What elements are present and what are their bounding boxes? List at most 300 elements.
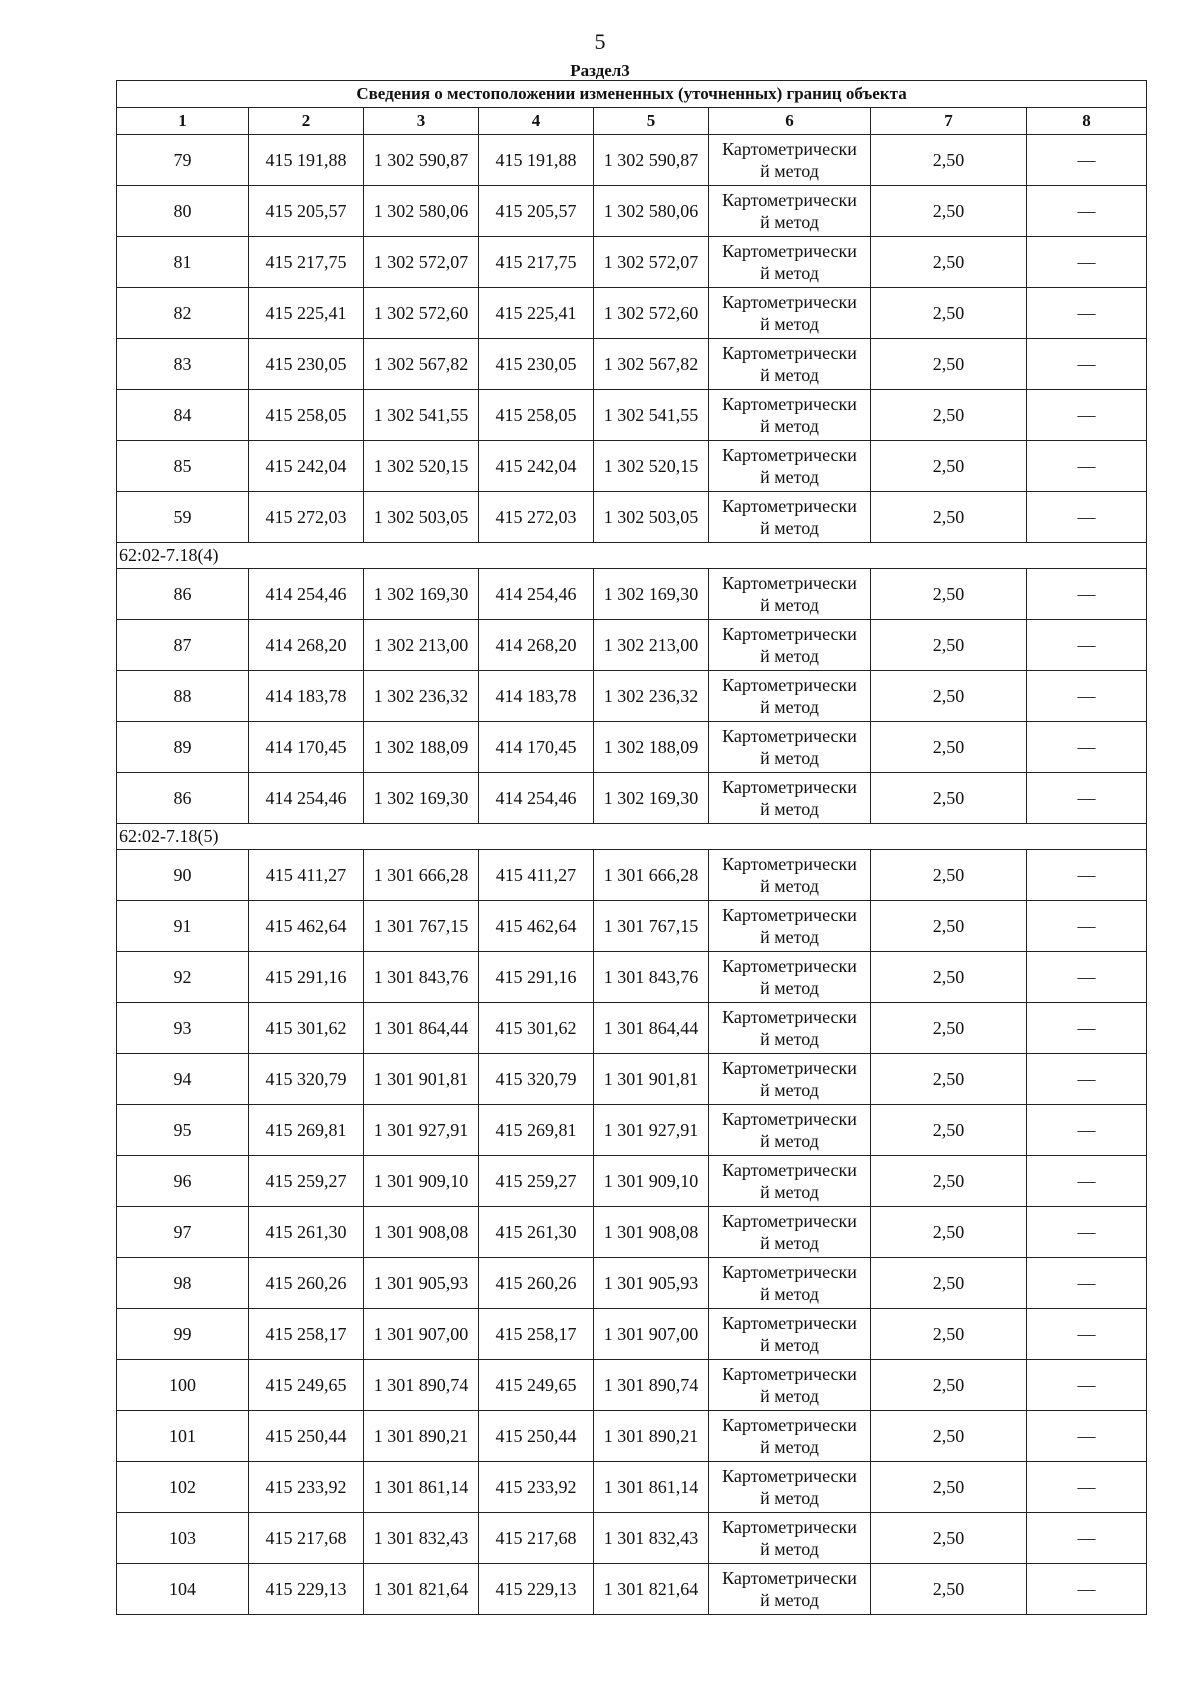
existing-y-cell: 1 301 821,64 [364, 1564, 479, 1615]
method-text-line-1: Картометрически [722, 139, 857, 159]
existing-y-cell: 1 301 890,74 [364, 1360, 479, 1411]
updated-y-cell: 1 301 908,08 [594, 1207, 709, 1258]
method-text-line-1: Картометрически [722, 624, 857, 644]
method-text-line-1: Картометрически [722, 241, 857, 261]
existing-y-cell: 1 301 890,21 [364, 1411, 479, 1462]
method-cell [709, 850, 871, 901]
existing-x-cell: 414 170,45 [249, 722, 364, 773]
updated-y-cell: 1 302 590,87 [594, 135, 709, 186]
column-number: 2 [249, 108, 364, 135]
accuracy-cell: 2,50 [871, 339, 1027, 390]
method-cell [709, 441, 871, 492]
method-text-line-1: Картометрически [722, 1313, 857, 1333]
method-text-line-1: Картометрически [722, 573, 857, 593]
accuracy-cell: 2,50 [871, 1360, 1027, 1411]
method-text-line-1: Картометрически [722, 343, 857, 363]
method-text-line-1: Картометрически [722, 1364, 857, 1384]
accuracy-cell: 2,50 [871, 1258, 1027, 1309]
description-cell: — [1027, 620, 1147, 671]
updated-x-cell: 414 268,20 [479, 620, 594, 671]
method-text-line-2: й метод [760, 518, 819, 538]
method-text-line-2: й метод [760, 1437, 819, 1457]
updated-y-cell: 1 301 927,91 [594, 1105, 709, 1156]
method-cell [709, 671, 871, 722]
existing-y-cell: 1 302 503,05 [364, 492, 479, 543]
updated-x-cell: 414 254,46 [479, 569, 594, 620]
updated-y-cell: 1 301 909,10 [594, 1156, 709, 1207]
method-text-line-1: Картометрически [722, 777, 857, 797]
description-cell: — [1027, 569, 1147, 620]
updated-x-cell: 415 301,62 [479, 1003, 594, 1054]
existing-x-cell: 415 242,04 [249, 441, 364, 492]
accuracy-cell: 2,50 [871, 390, 1027, 441]
existing-x-cell: 415 411,27 [249, 850, 364, 901]
table-row [117, 569, 1147, 620]
table-row [117, 671, 1147, 722]
accuracy-cell: 2,50 [871, 186, 1027, 237]
point-number-cell: 103 [117, 1513, 249, 1564]
accuracy-cell: 2,50 [871, 135, 1027, 186]
description-cell: — [1027, 1003, 1147, 1054]
description-cell: — [1027, 722, 1147, 773]
updated-y-cell: 1 301 832,43 [594, 1513, 709, 1564]
method-text-line-1: Картометрически [722, 956, 857, 976]
point-number-cell: 94 [117, 1054, 249, 1105]
method-cell [709, 1462, 871, 1513]
updated-x-cell: 415 233,92 [479, 1462, 594, 1513]
updated-y-cell: 1 301 767,15 [594, 901, 709, 952]
method-cell [709, 1003, 871, 1054]
point-number-cell: 88 [117, 671, 249, 722]
point-number-cell: 97 [117, 1207, 249, 1258]
accuracy-cell: 2,50 [871, 1309, 1027, 1360]
description-cell: — [1027, 288, 1147, 339]
existing-x-cell: 415 217,68 [249, 1513, 364, 1564]
table-row [117, 1003, 1147, 1054]
method-text-line-1: Картометрически [722, 445, 857, 465]
column-number: 6 [709, 108, 871, 135]
method-text-line-1: Картометрически [722, 1007, 857, 1027]
method-cell [709, 1411, 871, 1462]
point-number-cell: 84 [117, 390, 249, 441]
point-number-cell: 91 [117, 901, 249, 952]
method-text-line-2: й метод [760, 161, 819, 181]
accuracy-cell: 2,50 [871, 1003, 1027, 1054]
existing-x-cell: 415 249,65 [249, 1360, 364, 1411]
point-number-cell: 59 [117, 492, 249, 543]
existing-y-cell: 1 301 832,43 [364, 1513, 479, 1564]
updated-y-cell: 1 302 503,05 [594, 492, 709, 543]
accuracy-cell: 2,50 [871, 237, 1027, 288]
method-text-line-1: Картометрически [722, 1415, 857, 1435]
method-text-line-2: й метод [760, 1335, 819, 1355]
existing-x-cell: 415 272,03 [249, 492, 364, 543]
existing-y-cell: 1 302 572,07 [364, 237, 479, 288]
updated-y-cell: 1 302 541,55 [594, 390, 709, 441]
accuracy-cell: 2,50 [871, 288, 1027, 339]
method-text-line-2: й метод [760, 927, 819, 947]
accuracy-cell: 2,50 [871, 1513, 1027, 1564]
method-cell [709, 1360, 871, 1411]
table-row [117, 952, 1147, 1003]
existing-x-cell: 415 225,41 [249, 288, 364, 339]
method-cell [709, 1105, 871, 1156]
existing-x-cell: 415 320,79 [249, 1054, 364, 1105]
existing-y-cell: 1 301 909,10 [364, 1156, 479, 1207]
updated-x-cell: 415 258,17 [479, 1309, 594, 1360]
point-number-cell: 100 [117, 1360, 249, 1411]
updated-x-cell: 415 320,79 [479, 1054, 594, 1105]
updated-x-cell: 415 230,05 [479, 339, 594, 390]
updated-x-cell: 415 205,57 [479, 186, 594, 237]
accuracy-cell: 2,50 [871, 569, 1027, 620]
description-cell: — [1027, 1207, 1147, 1258]
existing-y-cell: 1 302 169,30 [364, 773, 479, 824]
existing-x-cell: 415 258,05 [249, 390, 364, 441]
table-row [117, 492, 1147, 543]
updated-x-cell: 415 261,30 [479, 1207, 594, 1258]
description-cell: — [1027, 441, 1147, 492]
accuracy-cell: 2,50 [871, 1411, 1027, 1462]
existing-x-cell: 414 254,46 [249, 773, 364, 824]
method-cell [709, 952, 871, 1003]
existing-y-cell: 1 302 213,00 [364, 620, 479, 671]
table-row [117, 1513, 1147, 1564]
existing-x-cell: 415 233,92 [249, 1462, 364, 1513]
method-text-line-1: Картометрически [722, 1262, 857, 1282]
description-cell: — [1027, 952, 1147, 1003]
parcel-group-label: 62:02-7.18(4) [117, 543, 1147, 569]
table-row [117, 1462, 1147, 1513]
updated-x-cell: 415 191,88 [479, 135, 594, 186]
existing-y-cell: 1 301 927,91 [364, 1105, 479, 1156]
method-text-line-2: й метод [760, 1233, 819, 1253]
method-text-line-2: й метод [760, 212, 819, 232]
point-number-cell: 79 [117, 135, 249, 186]
column-number: 7 [871, 108, 1027, 135]
method-text-line-2: й метод [760, 595, 819, 615]
method-text-line-2: й метод [760, 876, 819, 896]
updated-x-cell: 415 272,03 [479, 492, 594, 543]
existing-x-cell: 415 250,44 [249, 1411, 364, 1462]
description-cell: — [1027, 1360, 1147, 1411]
description-cell: — [1027, 492, 1147, 543]
updated-y-cell: 1 301 890,74 [594, 1360, 709, 1411]
table-row [117, 339, 1147, 390]
method-cell [709, 492, 871, 543]
method-cell [709, 390, 871, 441]
point-number-cell: 80 [117, 186, 249, 237]
description-cell: — [1027, 1258, 1147, 1309]
accuracy-cell: 2,50 [871, 952, 1027, 1003]
updated-x-cell: 415 269,81 [479, 1105, 594, 1156]
existing-y-cell: 1 301 843,76 [364, 952, 479, 1003]
existing-x-cell: 415 259,27 [249, 1156, 364, 1207]
table-row [117, 1360, 1147, 1411]
method-text-line-1: Картометрически [722, 292, 857, 312]
accuracy-cell: 2,50 [871, 1054, 1027, 1105]
method-cell [709, 288, 871, 339]
method-text-line-1: Картометрически [722, 496, 857, 516]
description-cell: — [1027, 773, 1147, 824]
table-row [117, 1258, 1147, 1309]
updated-x-cell: 414 254,46 [479, 773, 594, 824]
existing-y-cell: 1 302 236,32 [364, 671, 479, 722]
method-cell [709, 1207, 871, 1258]
existing-y-cell: 1 302 520,15 [364, 441, 479, 492]
accuracy-cell: 2,50 [871, 722, 1027, 773]
column-number: 4 [479, 108, 594, 135]
updated-x-cell: 414 183,78 [479, 671, 594, 722]
updated-y-cell: 1 302 520,15 [594, 441, 709, 492]
table-row [117, 1156, 1147, 1207]
updated-x-cell: 415 411,27 [479, 850, 594, 901]
updated-x-cell: 415 217,68 [479, 1513, 594, 1564]
updated-y-cell: 1 302 567,82 [594, 339, 709, 390]
updated-y-cell: 1 301 821,64 [594, 1564, 709, 1615]
table-row [117, 288, 1147, 339]
method-text-line-1: Картометрически [722, 1058, 857, 1078]
method-cell [709, 1564, 871, 1615]
existing-y-cell: 1 301 666,28 [364, 850, 479, 901]
method-text-line-1: Картометрически [722, 726, 857, 746]
updated-x-cell: 415 260,26 [479, 1258, 594, 1309]
accuracy-cell: 2,50 [871, 1462, 1027, 1513]
description-cell: — [1027, 339, 1147, 390]
table-row [117, 850, 1147, 901]
point-number-cell: 81 [117, 237, 249, 288]
point-number-cell: 90 [117, 850, 249, 901]
point-number-cell: 93 [117, 1003, 249, 1054]
column-number: 3 [364, 108, 479, 135]
updated-x-cell: 415 229,13 [479, 1564, 594, 1615]
method-text-line-1: Картометрически [722, 190, 857, 210]
method-text-line-2: й метод [760, 1590, 819, 1610]
existing-x-cell: 415 229,13 [249, 1564, 364, 1615]
accuracy-cell: 2,50 [871, 901, 1027, 952]
point-number-cell: 96 [117, 1156, 249, 1207]
existing-y-cell: 1 302 572,60 [364, 288, 479, 339]
method-text-line-1: Картометрически [722, 854, 857, 874]
parcel-group-row [117, 543, 1147, 569]
method-text-line-1: Картометрически [722, 394, 857, 414]
existing-x-cell: 415 462,64 [249, 901, 364, 952]
updated-y-cell: 1 301 861,14 [594, 1462, 709, 1513]
existing-x-cell: 415 260,26 [249, 1258, 364, 1309]
method-cell [709, 722, 871, 773]
existing-x-cell: 414 268,20 [249, 620, 364, 671]
accuracy-cell: 2,50 [871, 1207, 1027, 1258]
updated-y-cell: 1 302 213,00 [594, 620, 709, 671]
method-cell [709, 1054, 871, 1105]
method-text-line-1: Картометрически [722, 675, 857, 695]
method-text-line-2: й метод [760, 1182, 819, 1202]
method-text-line-1: Картометрически [722, 1466, 857, 1486]
column-number-row [117, 108, 1147, 135]
description-cell: — [1027, 237, 1147, 288]
method-text-line-2: й метод [760, 314, 819, 334]
updated-y-cell: 1 301 905,93 [594, 1258, 709, 1309]
table-row [117, 441, 1147, 492]
existing-y-cell: 1 302 580,06 [364, 186, 479, 237]
existing-y-cell: 1 301 901,81 [364, 1054, 479, 1105]
method-text-line-2: й метод [760, 646, 819, 666]
existing-y-cell: 1 301 767,15 [364, 901, 479, 952]
method-text-line-2: й метод [760, 978, 819, 998]
updated-x-cell: 415 217,75 [479, 237, 594, 288]
method-text-line-2: й метод [760, 263, 819, 283]
method-cell [709, 186, 871, 237]
updated-y-cell: 1 302 169,30 [594, 569, 709, 620]
method-text-line-1: Картометрически [722, 1109, 857, 1129]
accuracy-cell: 2,50 [871, 1105, 1027, 1156]
method-text-line-1: Картометрически [722, 1517, 857, 1537]
method-text-line-2: й метод [760, 748, 819, 768]
description-cell: — [1027, 1411, 1147, 1462]
point-number-cell: 87 [117, 620, 249, 671]
point-number-cell: 82 [117, 288, 249, 339]
point-number-cell: 83 [117, 339, 249, 390]
method-cell [709, 1513, 871, 1564]
updated-y-cell: 1 302 169,30 [594, 773, 709, 824]
description-cell: — [1027, 1564, 1147, 1615]
table-row [117, 1054, 1147, 1105]
existing-x-cell: 415 301,62 [249, 1003, 364, 1054]
method-cell [709, 901, 871, 952]
point-number-cell: 98 [117, 1258, 249, 1309]
updated-x-cell: 415 258,05 [479, 390, 594, 441]
existing-x-cell: 415 261,30 [249, 1207, 364, 1258]
existing-x-cell: 415 258,17 [249, 1309, 364, 1360]
existing-y-cell: 1 301 864,44 [364, 1003, 479, 1054]
description-cell: — [1027, 671, 1147, 722]
existing-y-cell: 1 302 188,09 [364, 722, 479, 773]
updated-y-cell: 1 301 907,00 [594, 1309, 709, 1360]
point-number-cell: 102 [117, 1462, 249, 1513]
updated-y-cell: 1 301 890,21 [594, 1411, 709, 1462]
method-cell [709, 1309, 871, 1360]
method-text-line-2: й метод [760, 365, 819, 385]
description-cell: — [1027, 186, 1147, 237]
point-number-cell: 99 [117, 1309, 249, 1360]
existing-x-cell: 415 191,88 [249, 135, 364, 186]
method-cell [709, 1258, 871, 1309]
description-cell: — [1027, 1309, 1147, 1360]
existing-y-cell: 1 302 567,82 [364, 339, 479, 390]
table-row [117, 1564, 1147, 1615]
method-text-line-2: й метод [760, 1131, 819, 1151]
column-number: 1 [117, 108, 249, 135]
accuracy-cell: 2,50 [871, 671, 1027, 722]
existing-y-cell: 1 301 907,00 [364, 1309, 479, 1360]
table-row [117, 620, 1147, 671]
page-number: 5 [594, 29, 606, 54]
point-number-cell: 85 [117, 441, 249, 492]
existing-x-cell: 414 254,46 [249, 569, 364, 620]
existing-y-cell: 1 302 590,87 [364, 135, 479, 186]
method-text-line-2: й метод [760, 467, 819, 487]
column-number: 5 [594, 108, 709, 135]
existing-y-cell: 1 302 541,55 [364, 390, 479, 441]
updated-y-cell: 1 302 572,60 [594, 288, 709, 339]
updated-x-cell: 415 242,04 [479, 441, 594, 492]
method-cell [709, 569, 871, 620]
updated-y-cell: 1 301 666,28 [594, 850, 709, 901]
table-row [117, 237, 1147, 288]
table-caption: Сведения о местоположении измененных (уточненных) границ объекта [117, 81, 1147, 108]
accuracy-cell: 2,50 [871, 1156, 1027, 1207]
accuracy-cell: 2,50 [871, 850, 1027, 901]
boundary-coordinates-table [116, 80, 1147, 1615]
updated-x-cell: 415 225,41 [479, 288, 594, 339]
table-row [117, 1105, 1147, 1156]
method-cell [709, 135, 871, 186]
method-text-line-2: й метод [760, 1029, 819, 1049]
existing-y-cell: 1 301 861,14 [364, 1462, 479, 1513]
method-cell [709, 1156, 871, 1207]
updated-y-cell: 1 302 572,07 [594, 237, 709, 288]
existing-y-cell: 1 302 169,30 [364, 569, 479, 620]
point-number-cell: 92 [117, 952, 249, 1003]
table-row [117, 722, 1147, 773]
existing-x-cell: 415 217,75 [249, 237, 364, 288]
table-body [117, 135, 1147, 1615]
existing-x-cell: 415 291,16 [249, 952, 364, 1003]
description-cell: — [1027, 1156, 1147, 1207]
method-text-line-1: Картометрически [722, 1568, 857, 1588]
table-row [117, 135, 1147, 186]
point-number-cell: 86 [117, 773, 249, 824]
method-cell [709, 620, 871, 671]
accuracy-cell: 2,50 [871, 441, 1027, 492]
section-label: Раздел3 [570, 61, 630, 80]
point-number-cell: 86 [117, 569, 249, 620]
updated-x-cell: 415 259,27 [479, 1156, 594, 1207]
table-row [117, 1309, 1147, 1360]
method-cell [709, 237, 871, 288]
table-row [117, 901, 1147, 952]
updated-y-cell: 1 302 236,32 [594, 671, 709, 722]
method-text-line-2: й метод [760, 1284, 819, 1304]
updated-x-cell: 414 170,45 [479, 722, 594, 773]
table-row [117, 186, 1147, 237]
point-number-cell: 89 [117, 722, 249, 773]
point-number-cell: 104 [117, 1564, 249, 1615]
point-number-cell: 95 [117, 1105, 249, 1156]
description-cell: — [1027, 1513, 1147, 1564]
description-cell: — [1027, 1105, 1147, 1156]
updated-y-cell: 1 302 188,09 [594, 722, 709, 773]
description-cell: — [1027, 135, 1147, 186]
updated-x-cell: 415 250,44 [479, 1411, 594, 1462]
existing-y-cell: 1 301 905,93 [364, 1258, 479, 1309]
method-text-line-2: й метод [760, 1080, 819, 1100]
existing-x-cell: 415 230,05 [249, 339, 364, 390]
method-text-line-1: Картометрически [722, 905, 857, 925]
updated-x-cell: 415 462,64 [479, 901, 594, 952]
method-text-line-2: й метод [760, 697, 819, 717]
method-text-line-2: й метод [760, 1488, 819, 1508]
existing-x-cell: 415 205,57 [249, 186, 364, 237]
description-cell: — [1027, 1054, 1147, 1105]
updated-y-cell: 1 301 864,44 [594, 1003, 709, 1054]
parcel-group-label: 62:02-7.18(5) [117, 824, 1147, 850]
method-text-line-2: й метод [760, 1386, 819, 1406]
table-row [117, 773, 1147, 824]
table-row [117, 1411, 1147, 1462]
method-text-line-2: й метод [760, 1539, 819, 1559]
description-cell: — [1027, 1462, 1147, 1513]
